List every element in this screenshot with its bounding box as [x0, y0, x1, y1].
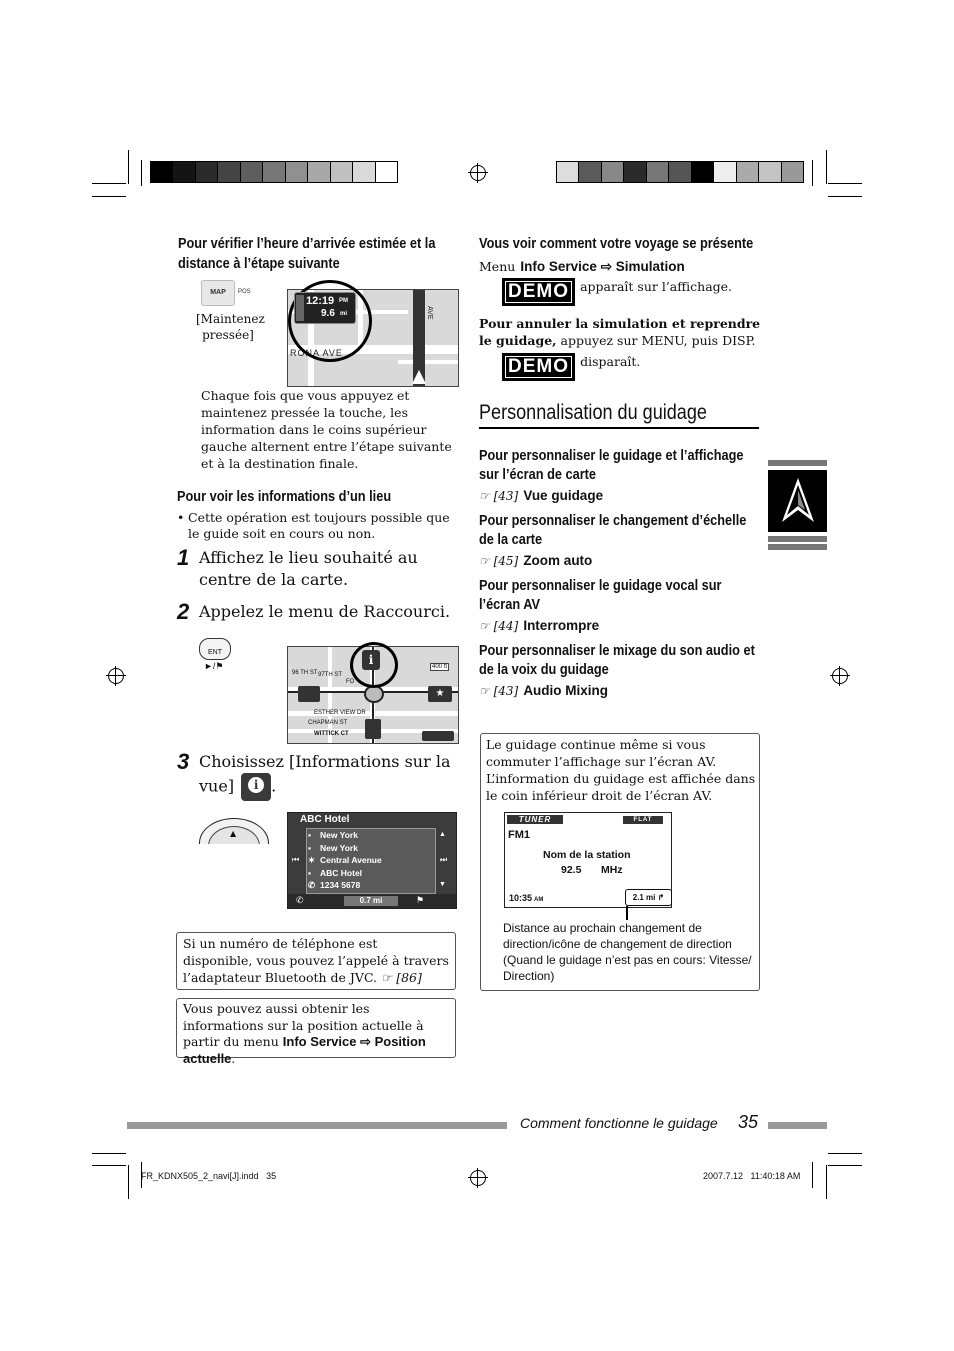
file-info: FR_KDNX505_2_navi[J].indd 35: [141, 1171, 277, 1181]
pos-key-label: POS: [238, 289, 251, 295]
clock-pm: PM: [339, 298, 348, 304]
map-street-wittick: WITTICK CT: [314, 731, 349, 737]
guidance-distance-badge: 2.1 mi ↱: [625, 889, 672, 906]
clock-time: 12:19: [306, 295, 335, 307]
step-2-text: Appelez le menu de Raccourci.: [199, 602, 451, 621]
map-street-chapman: CHAPMAN ST: [308, 720, 348, 726]
demo-icon: DEMO: [502, 278, 575, 306]
menu-line: [479, 256, 779, 275]
info-row: ▪ ABC Hotel: [308, 867, 363, 878]
shortcut-bottom-icon: [365, 719, 381, 739]
map-street-97: 97TH ST: [318, 672, 343, 678]
guidance-item: Pour personnaliser le guidage et l’affichage sur l’écran de carte ☞ [43] Vue guidage: [479, 448, 744, 503]
demo-appears: [502, 278, 762, 306]
tuner-time: 10:35 AM: [509, 893, 544, 903]
registration-mark-right: [832, 668, 848, 684]
callout-line: [626, 906, 628, 920]
scroll-down-icon: ▼: [439, 881, 446, 888]
tuner-label: TUNER: [507, 815, 563, 824]
clock-distance: 9.6: [321, 308, 335, 319]
menu-label: Menu: [479, 259, 516, 274]
heading-simulation: Vous voir comment votre voyage se présente: [479, 236, 754, 252]
step-1: [177, 547, 462, 591]
guidance-list: [479, 447, 769, 707]
note-position: Vous pouvez aussi obtenir les informations sur la position actuelle à partir du menu Info Service ⇨ Position actuelle.: [176, 998, 456, 1058]
color-bar-left: [150, 161, 398, 183]
step-3-number: 3: [177, 749, 190, 774]
demo-disappears: [502, 353, 762, 381]
guidance-item: Pour personnaliser le guidage vocal sur l’écran AV ☞ [44] Interrompre: [479, 578, 722, 633]
map-street-96: 96 TH ST: [292, 670, 318, 676]
info-icon: i: [362, 650, 380, 670]
section-title: Personnalisation du guidage: [479, 401, 707, 424]
demo-appears-text: apparaît sur l’affichage.: [580, 279, 733, 294]
poi-icon: ★: [428, 686, 452, 702]
registration-mark-top: [470, 165, 486, 181]
step-2: [177, 601, 462, 623]
map-street-fo: FO: [346, 679, 355, 685]
map-street-esther: ESTHER VIEW DR: [314, 710, 366, 716]
note-position-text: Vous pouvez aussi obtenir les informations sur la position actuelle à partir du menu: [183, 1001, 424, 1049]
info-distance: 0.7 mi: [344, 896, 398, 906]
bullet-item: • Cette opération est toujours possible que le guide soit en cours ou non.: [177, 510, 457, 542]
step-3-text: Choisissez [Informations sur la vue]: [199, 752, 451, 796]
scroll-up-icon: ▲: [439, 831, 446, 838]
info-rows: [308, 829, 434, 892]
cancel-paragraph: [479, 315, 764, 349]
paragraph-chaque-fois: Chaque fois que vous appuyez et maintenez pressée la touche, les information dans le coins supérieur gauche alternent entre l’étape suivante et à la destination finale.: [201, 388, 452, 471]
navigation-arrow-icon: [778, 476, 818, 526]
heading-arrival-time: Pour vérifier l’heure d’arrivée estimée et la distance à l’étape suivante: [178, 236, 436, 272]
cancel-rest: appuyez sur MENU, puis DISP.: [560, 333, 756, 348]
date-info: 2007.7.12 11:40:18 AM: [703, 1171, 801, 1181]
cancel-bold: Pour annuler la simulation et reprendre le guidage,: [479, 316, 761, 348]
station-freq: 92.5: [561, 864, 582, 876]
step-3: [177, 751, 462, 801]
station-mhz: MHz: [601, 864, 623, 876]
info-button-icon: i: [241, 773, 271, 801]
demo-disappears-text: disparaît.: [580, 354, 641, 369]
clock-panel: [294, 292, 356, 324]
turn-arrow-icon: ↱: [657, 893, 665, 902]
registration-mark-left: [108, 668, 124, 684]
footer-rule-right: [768, 1122, 827, 1129]
footer-section: Comment fonctionne le guidage: [520, 1115, 718, 1131]
guidance-item: Pour personnaliser le mixage du son audio et de la voix du guidage ☞ [43] Audio Mixing: [479, 643, 755, 698]
info-row: ▪ New York: [308, 830, 358, 840]
note-phone: [176, 932, 456, 990]
flag-icon: ⚑: [416, 895, 425, 905]
color-bar-right: [556, 161, 804, 183]
info-row: ✆ 1234 5678: [308, 880, 361, 890]
phone-icon: ✆: [296, 895, 304, 905]
av-note-text: Le guidage continue même si vous commuter l’affichage sur l’écran AV. L’information du guidage est affichée dans le coin inférieur droit de l’écran AV.: [486, 737, 756, 803]
fm-band: FM1: [508, 829, 530, 841]
step-1-number: 1: [177, 545, 190, 570]
next-track-icon: ⏭: [440, 855, 448, 864]
bullet-text: Cette opération est toujours possible que le guide soit en cours ou non.: [188, 510, 450, 541]
ent-label: ENT: [208, 649, 222, 656]
map-street-label: RONA AVE: [290, 348, 343, 358]
guidance-item: Pour personnaliser le changement d’échelle de la carte ☞ [45] Zoom auto: [479, 513, 747, 568]
ent-button-icon: [199, 638, 231, 660]
prev-track-icon: ⏮: [292, 855, 300, 864]
demo-icon-2: DEMO: [502, 353, 575, 381]
section-rule: [479, 427, 759, 429]
info-screen: [287, 812, 457, 909]
note-phone-ref: ☞ [86]: [381, 970, 422, 985]
flat-label: FLAT: [623, 816, 663, 824]
play-label: ►/⚑: [204, 661, 224, 671]
footer-rule-left: [127, 1122, 507, 1129]
ent-map-icon: [422, 731, 454, 741]
maintenez-label: [Maintenez pressée]: [196, 312, 265, 342]
station-name: Nom de la station: [543, 849, 631, 861]
info-title: ABC Hotel: [300, 814, 350, 825]
map-vertical-label: AVE: [426, 306, 433, 320]
clock-mi: mi: [340, 311, 348, 317]
info-row: ▪ New York: [308, 842, 358, 853]
route-icon: [298, 686, 320, 702]
menu-path: Info Service ⇨ Simulation: [520, 259, 685, 274]
av-note: [480, 733, 760, 991]
step-3-period: .: [271, 776, 277, 796]
arrow-marker-icon: [412, 370, 426, 384]
map-dist: 400 ft: [432, 664, 448, 670]
page-number: 35: [738, 1112, 759, 1132]
registration-mark-bottom: [470, 1170, 486, 1186]
map-button-icon: [201, 280, 235, 306]
step-1-text: Affichez le lieu souhaité au centre de la carte.: [199, 548, 418, 589]
info-row: ✶ Central Avenue: [308, 855, 382, 865]
note-phone-text: Si un numéro de téléphone est disponible, vous pouvez l’appelé à travers l’adaptateur Bluetooth de JVC.: [183, 936, 449, 985]
note-position-menu: Info Service ⇨ Position actuelle: [183, 1034, 426, 1066]
tuner-caption: Distance au prochain changement de direction/icône de changement de direction (Quand le guidage n’est pas en cours: Vitesse/ Direction): [503, 921, 752, 983]
step-2-number: 2: [177, 599, 190, 624]
control-dial-icon: ▲: [199, 818, 269, 844]
side-tab: [768, 460, 827, 550]
tuner-screen: [504, 812, 672, 908]
heading-place-info: Pour voir les informations d’un lieu: [177, 489, 392, 505]
map-key-label: MAP: [210, 289, 226, 296]
